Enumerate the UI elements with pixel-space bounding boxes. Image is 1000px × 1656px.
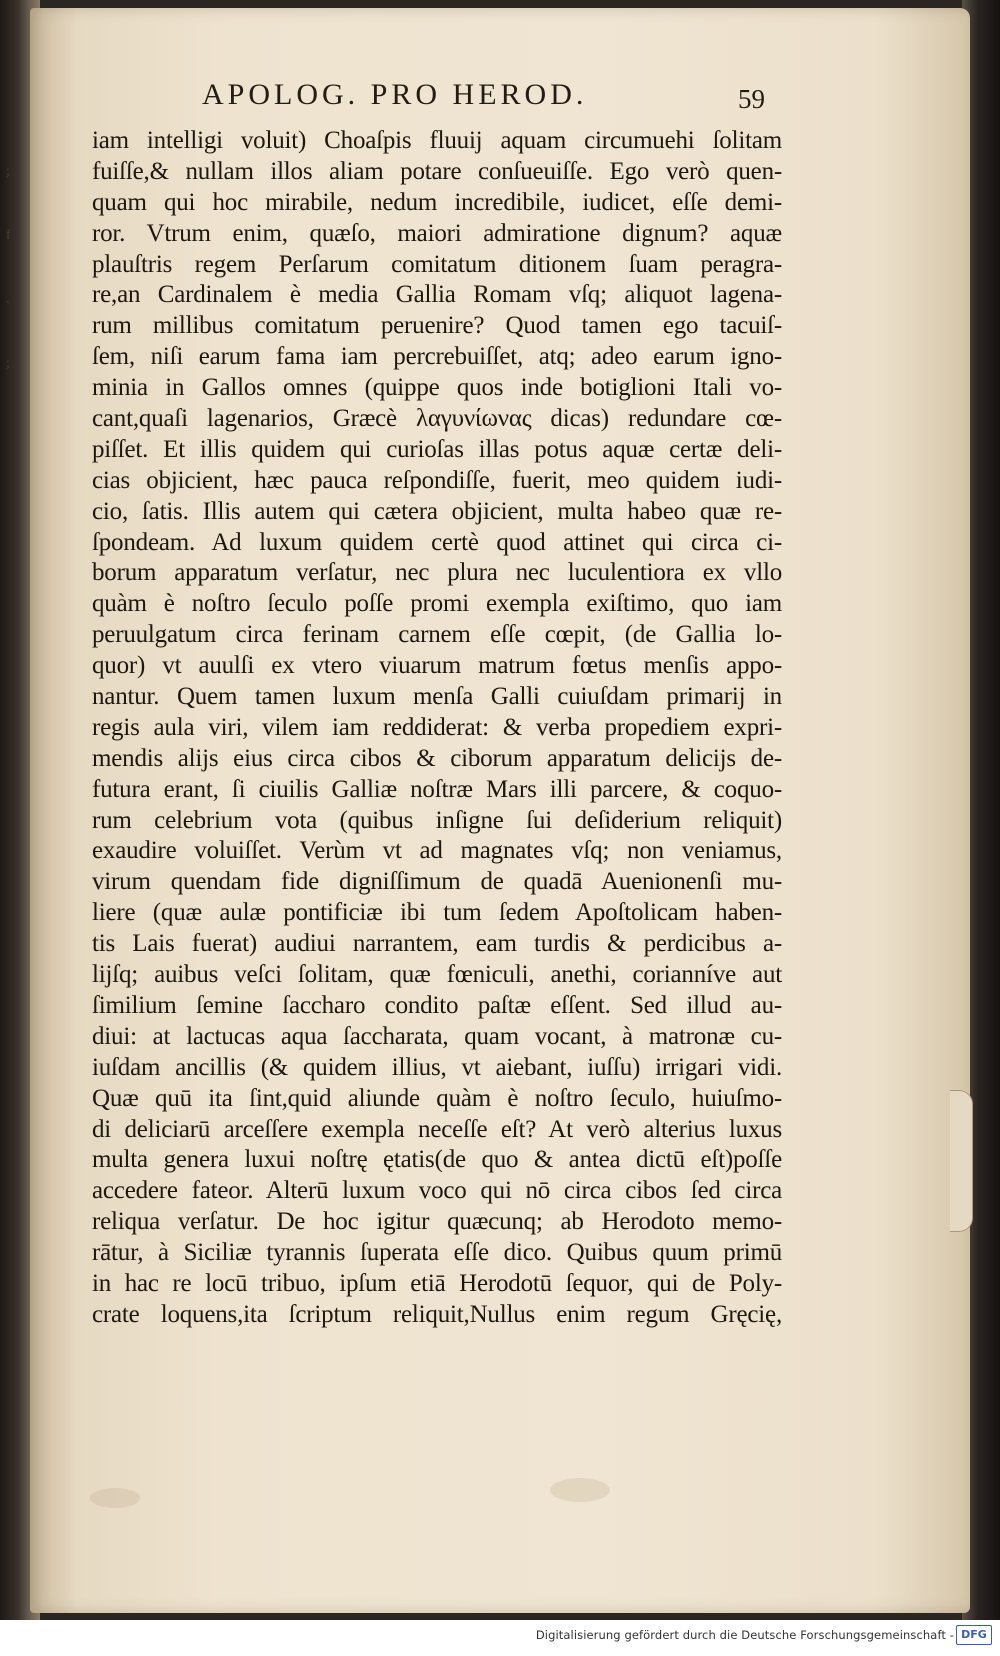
text-line: piſſet. Et illis quidem qui curioſas illas potus aquæ certæ deli-	[92, 435, 782, 463]
page-number: 59	[738, 84, 765, 114]
text-line: re,an Cardinalem è media Gallia Romam vſq; aliquot lagena-	[92, 281, 782, 309]
text-line: quam qui hoc mirabile, nedum incredibile, iudicet, eſſe demi-	[92, 188, 782, 216]
text-line: quor) vt auulſi ex vtero viuarum matrum fœtus menſis appo-	[92, 652, 782, 680]
paper-stain	[90, 1488, 140, 1508]
text-line: in hac re locū tribuo, ipſum etiā Herodotū ſequor, qui de Poly-	[92, 1269, 782, 1297]
text-line: Quæ quū ita ſint,quid aliunde quàm è noſtro ſeculo, huiuſmo-	[92, 1084, 782, 1112]
text-line: futura erant, ſi ciuilis Galliæ noſtræ Mars illi parcere, & coquo-	[92, 775, 782, 803]
body-text	[92, 126, 782, 1331]
text-line: liere (quæ aulæ pontificiæ ibi tum ſedem Apoſtolicam haben-	[92, 899, 782, 927]
text-line: exaudire voluiſſet. Verùm vt ad magnates vſq; non veniamus,	[92, 837, 782, 865]
text-line: mendis alijs eius circa cibos & ciborum apparatum delicijs de-	[92, 744, 782, 772]
text-line: ſem, niſi earum fama iam percrebuiſſet, atq; adeo earum igno-	[92, 343, 782, 371]
text-line: rātur, à Siciliæ tyrannis ſuperata eſſe dico. Quibus quum primū	[92, 1239, 782, 1267]
text-line: cias objicient, hæc pauca reſpondiſſe, fuerit, meo quidem iudi-	[92, 466, 782, 494]
text-line: cant,quaſi lagenarios, Græcè λαγυνίωνας dicas) redundare cœ-	[92, 405, 782, 433]
text-line: rum millibus comitatum peruenire? Quod tamen ego tacuiſ-	[92, 312, 782, 340]
text-line: nantur. Quem tamen luxum menſa Galli cuiuſdam primarij in	[92, 683, 782, 711]
text-line: cio, ſatis. Illis autem qui cætera objicient, multa habeo quæ re-	[92, 497, 782, 525]
text-line: ror. Vtrum enim, quæſo, maiori admiratione dignum? aquæ	[92, 219, 782, 247]
text-line: reliqua verſatur. De hoc igitur quæcunq; ab Herodoto memo-	[92, 1208, 782, 1236]
text-line: fuiſſe,& nullam illos aliam potare conſueuiſſe. Ego verò quen-	[92, 157, 782, 185]
text-line: rum celebrium vota (quibus inſigne ſui deſiderium reliquit)	[92, 806, 782, 834]
text-line: tis Lais fuerat) audiui narrantem, eam turdis & perdicibus a-	[92, 930, 782, 958]
text-line: peruulgatum circa ferinam carnem eſſe cœpit, (de Gallia lo-	[92, 621, 782, 649]
margin-bleed-through: ; f . ;	[6, 164, 11, 371]
text-line: plauſtris regem Perſarum comitatum ditionem ſuam peragra-	[92, 250, 782, 278]
text-line: diui: at lactucas aqua ſaccharata, quam vocant, à matronæ cu-	[92, 1022, 782, 1050]
text-line: lijſq; auibus veſci ſolitam, quæ fœniculi, anethi, corianníve aut	[92, 961, 782, 989]
text-line: borum apparatum verſatur, nec plura nec luculentiora ex vllo	[92, 559, 782, 587]
text-line: virum quendam fide digniſſimum de quadā Auenionenſi mu-	[92, 868, 782, 896]
text-line: crate loquens,ita ſcriptum reliquit,Nullus enim regum Gręcię,	[92, 1300, 782, 1328]
text-line: regis aula viri, vilem iam reddiderat: & verba propediem expri-	[92, 713, 782, 741]
text-line: ſpondeam. Ad luxum quidem certè quod attinet qui circa ci-	[92, 528, 782, 556]
text-line: multa genera luxui noſtrę ętatis(de quo & antea dictū eſt)poſſe	[92, 1146, 782, 1174]
text-line: iuſdam ancillis (& quidem illius, vt aiebant, iuſſu) irrigari vidi.	[92, 1053, 782, 1081]
text-line: iam intelligi voluit) Choaſpis fluuij aquam circumuehi ſolitam	[92, 127, 782, 154]
text-line: quàm è noſtro ſeculo poſſe promi exempla exiſtimo, quo iam	[92, 590, 782, 618]
dfg-logo: DFG	[956, 1625, 992, 1645]
text-line: di deliciarū arceſſere exempla neceſſe eſt? At verò alterius luxus	[92, 1115, 782, 1143]
text-line: ſimilium ſemine ſaccharo condito paſtæ eſſent. Sed illud au-	[92, 991, 782, 1019]
text-line: minia in Gallos omnes (quippe quos inde botiglioni Itali vo-	[92, 374, 782, 402]
running-header: APOLOG. PRO HEROD.	[202, 78, 588, 111]
funding-note: Digitalisierung gefördert durch die Deutsche Forschungsgemeinschaft -	[535, 1628, 954, 1642]
text-line: accedere fateor. Alterū luxum voco qui nō circa cibos ſed circa	[92, 1177, 782, 1205]
paper-stain	[550, 1478, 610, 1502]
page-tab	[950, 1090, 973, 1232]
